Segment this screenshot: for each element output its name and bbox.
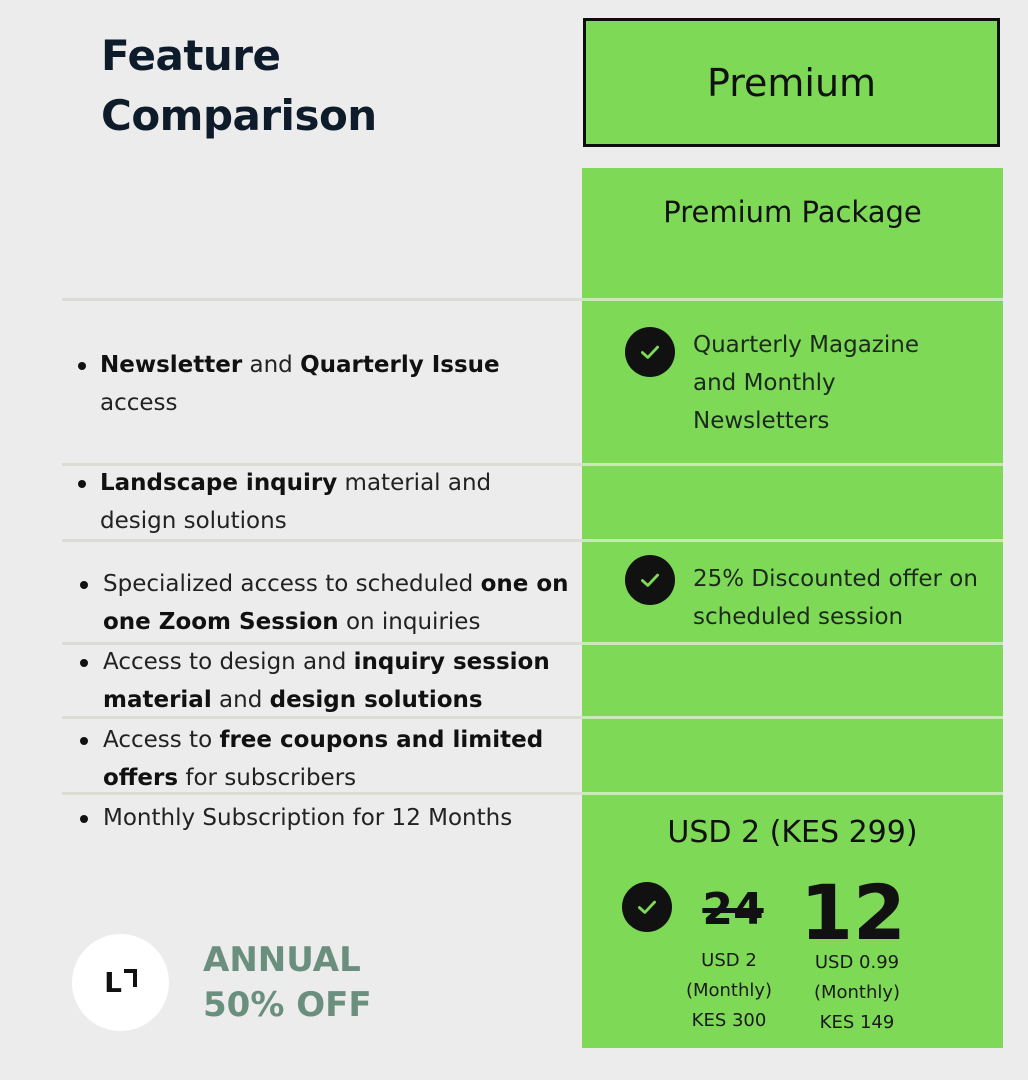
feature-text-run: for subscribers [178, 765, 357, 791]
feature-text-run: Newsletter [100, 352, 243, 378]
page-title [101, 26, 377, 146]
logo-corner [124, 969, 137, 987]
check-circle-icon [625, 555, 675, 605]
newsletter-cell-line-1: Quarterly Magazine [693, 332, 919, 358]
check-circle-icon [622, 882, 672, 932]
new-price-usd: USD 0.99 [814, 952, 900, 973]
old-price-period: (Monthly) [685, 980, 773, 1001]
bullet-icon [78, 480, 86, 488]
new-price-kes: KES 149 [819, 1012, 895, 1033]
feature-text-run: on inquiries [338, 609, 481, 635]
bullet-icon [80, 659, 88, 667]
feature-text-run: Access to [103, 727, 220, 753]
old-price-details [672, 946, 786, 1036]
row-divider [582, 642, 1003, 645]
plan-name: Premium [706, 60, 877, 105]
annual-promo-line-1: ANNUAL [203, 940, 361, 980]
new-price-period: (Monthly) [813, 982, 901, 1003]
feature-text-run: Access to design and [103, 649, 354, 675]
new-price: 12 [800, 868, 906, 957]
feature-text-run: design solutions [269, 687, 483, 713]
zoom-session-cell [693, 560, 978, 636]
row-divider [582, 539, 1003, 542]
feature-text-run: and [211, 687, 270, 713]
feature-text-run: inquiry session material [103, 649, 550, 713]
bullet-icon [80, 737, 88, 745]
row-divider [582, 716, 1003, 719]
logo-letter: L [104, 966, 122, 999]
new-price-details [800, 948, 914, 1038]
bullet-icon [80, 815, 88, 823]
row-divider [62, 298, 582, 301]
title-line-1: Feature [101, 31, 281, 80]
feature-item [100, 346, 540, 422]
feature-text-run: access [100, 390, 178, 416]
row-divider [582, 792, 1003, 795]
plan-header [583, 18, 1000, 147]
feature-item [103, 721, 573, 797]
newsletter-cell-line-3: Newsletters [693, 408, 830, 434]
feature-text-run: one on one Zoom Session [103, 571, 569, 635]
row-divider [582, 463, 1003, 466]
title-line-2: Comparison [101, 91, 377, 140]
bullet-icon [78, 362, 86, 370]
old-price-usd: USD 2 [701, 950, 757, 971]
annual-promo-line-2: 50% OFF [203, 985, 372, 1025]
feature-item [103, 565, 573, 641]
annual-promo [203, 938, 372, 1028]
plan-package-title: Premium Package [663, 195, 922, 229]
feature-item [103, 799, 573, 837]
price-headline: USD 2 (KES 299) [667, 815, 918, 850]
newsletter-cell-line-2: and Monthly [693, 370, 836, 396]
check-circle-icon [625, 327, 675, 377]
bullet-icon [80, 581, 88, 589]
row-divider [582, 298, 1003, 301]
feature-text-run: Specialized access to scheduled [103, 571, 481, 597]
feature-text-run: and [242, 352, 301, 378]
zoom-cell-line-2: scheduled session [693, 604, 904, 630]
feature-text-run: material and design solutions [100, 470, 492, 534]
zoom-cell-line-1: 25% Discounted offer on [693, 566, 978, 592]
old-price: 24 [702, 884, 764, 935]
feature-text-run: free coupons and limited offers [103, 727, 544, 791]
feature-item [103, 643, 573, 719]
newsletter-cell [693, 326, 919, 440]
feature-text-run: Monthly Subscription for 12 Months [103, 805, 513, 831]
old-price-kes: KES 300 [691, 1010, 767, 1031]
feature-item [100, 464, 540, 540]
feature-text-run: Landscape inquiry [100, 470, 338, 496]
feature-text-run: Quarterly Issue [300, 352, 500, 378]
brand-logo-icon [72, 934, 169, 1031]
